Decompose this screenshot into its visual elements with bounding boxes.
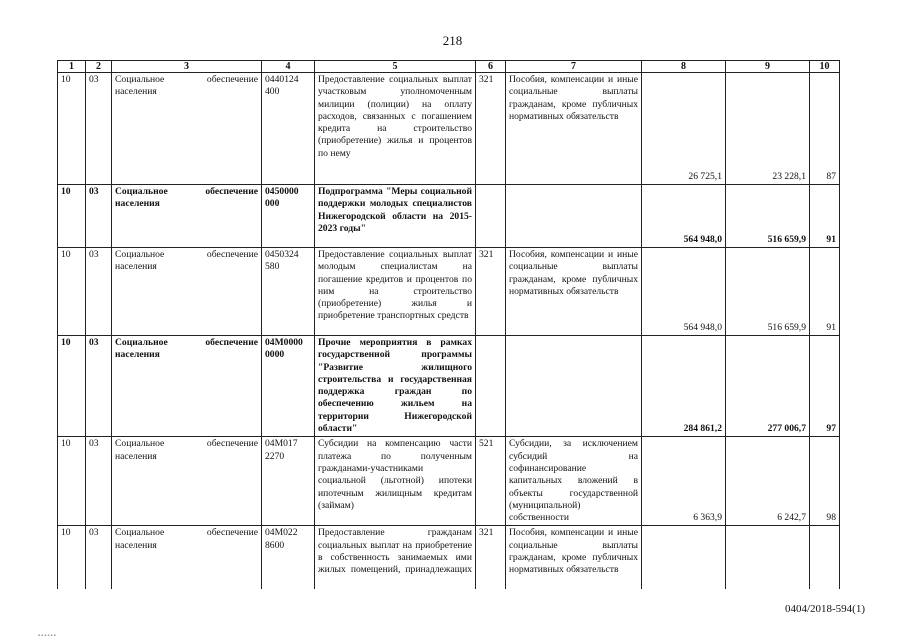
cell-expense-type: 321: [476, 73, 506, 185]
col-header: 1: [58, 61, 86, 73]
cell-planned: 564 948,0: [642, 185, 726, 248]
cell-expense-name: Пособия, компенсации и иные социальные выплаты гражданам, кроме публичных нормативных обязательств: [506, 73, 642, 185]
cell-percent: 87: [810, 73, 840, 185]
cell-percent: 98: [810, 437, 840, 526]
col-header: 6: [476, 61, 506, 73]
cell-expense-type: 521: [476, 437, 506, 526]
cell-subsection: 03: [86, 185, 112, 248]
cell-percent: [810, 526, 840, 589]
table-row: [58, 526, 840, 589]
col-header: 10: [810, 61, 840, 73]
cell-actual: [726, 526, 810, 589]
cell-target-code: 0450000 000: [262, 185, 315, 248]
cell-subsection: 03: [86, 73, 112, 185]
cell-section: 10: [58, 248, 86, 336]
cell-description: Субсидии на компенсацию части платежа по полученным гражданами-участниками социальной (льготной) ипотеки ипотечным жилищным кредитам (займам): [315, 437, 476, 526]
col-header: 5: [315, 61, 476, 73]
col-header: 9: [726, 61, 810, 73]
cell-description: Предоставление социальных выплат молодым специалистам на погашение кредитов и процентов по ним на строительство (приобретение) жилья и приобретение транспортных средств: [315, 248, 476, 336]
budget-table: [57, 60, 840, 589]
cell-actual: 6 242,7: [726, 437, 810, 526]
table-row: [58, 336, 840, 437]
cell-section-name: Социальное обеспечение населения: [112, 248, 262, 336]
cell-section: 10: [58, 336, 86, 437]
col-header: 8: [642, 61, 726, 73]
cell-subsection: 03: [86, 526, 112, 589]
cell-target-code: 04М0000 0000: [262, 336, 315, 437]
cell-section: 10: [58, 73, 86, 185]
scan-mark: ▪▪▪▪▪▪: [38, 633, 57, 639]
cell-expense-type: 321: [476, 526, 506, 589]
cell-section-name: Социальное обеспечение населения: [112, 73, 262, 185]
cell-planned: 564 948,0: [642, 248, 726, 336]
cell-subsection: 03: [86, 336, 112, 437]
cell-target-code: 04М022 8600: [262, 526, 315, 589]
cell-section-name: Социальное обеспечение населения: [112, 185, 262, 248]
cell-section-name: Социальное обеспечение населения: [112, 437, 262, 526]
cell-section: 10: [58, 185, 86, 248]
cell-expense-name: Субсидии, за исключением субсидий на софинансирование капитальных вложений в объекты государственной (муниципальной) собственности: [506, 437, 642, 526]
cell-expense-name: [506, 185, 642, 248]
cell-expense-type: [476, 336, 506, 437]
header-row: [58, 61, 840, 73]
cell-target-code: 04М017 2270: [262, 437, 315, 526]
cell-planned: 284 861,2: [642, 336, 726, 437]
cell-percent: 91: [810, 248, 840, 336]
cell-planned: 6 363,9: [642, 437, 726, 526]
cell-expense-name: [506, 336, 642, 437]
cell-description: Подпрограмма "Меры социальной поддержки молодых специалистов Нижегородской области на 2015-2023 годы": [315, 185, 476, 248]
cell-target-code: 0440124 400: [262, 73, 315, 185]
cell-actual: 516 659,9: [726, 248, 810, 336]
cell-description: Прочие мероприятия в рамках государственной программы "Развитие жилищного строительства и государственная поддержка граждан по обеспечению жильем на территории Нижегородской области": [315, 336, 476, 437]
cell-section: 10: [58, 437, 86, 526]
cell-description: Предоставление социальных выплат участковым уполномоченным милиции (полиции) на оплату расходов, связанных с погашением кредита на строительство (приобретение) жилья и процентов по нему: [315, 73, 476, 185]
cell-expense-type: 321: [476, 248, 506, 336]
cell-planned: [642, 526, 726, 589]
page-number: 218: [442, 33, 463, 48]
cell-actual: 277 006,7: [726, 336, 810, 437]
table-row: [58, 185, 840, 248]
table-row: [58, 73, 840, 185]
cell-target-code: 0450324 580: [262, 248, 315, 336]
cell-expense-type: [476, 185, 506, 248]
cell-description: Предоставление гражданам социальных выплат на приобретение в собственность занимаемых ими жилых помещений, принадлежащих: [315, 526, 476, 589]
cell-subsection: 03: [86, 248, 112, 336]
cell-percent: 97: [810, 336, 840, 437]
cell-expense-name: Пособия, компенсации и иные социальные выплаты гражданам, кроме публичных нормативных обязательств: [506, 248, 642, 336]
cell-percent: 91: [810, 185, 840, 248]
col-header: 7: [506, 61, 642, 73]
cell-actual: 516 659,9: [726, 185, 810, 248]
table-row: [58, 437, 840, 526]
table-row: [58, 248, 840, 336]
cell-section-name: Социальное обеспечение населения: [112, 336, 262, 437]
cell-section-name: Социальное обеспечение населения: [112, 526, 262, 589]
document-code: 0404/2018-594(1): [784, 603, 865, 615]
cell-actual: 23 228,1: [726, 73, 810, 185]
cell-expense-name: Пособия, компенсации и иные социальные выплаты гражданам, кроме публичных нормативных обязательств: [506, 526, 642, 589]
cell-section: 10: [58, 526, 86, 589]
cell-subsection: 03: [86, 437, 112, 526]
col-header: 3: [112, 61, 262, 73]
cell-planned: 26 725,1: [642, 73, 726, 185]
col-header: 4: [262, 61, 315, 73]
col-header: 2: [86, 61, 112, 73]
